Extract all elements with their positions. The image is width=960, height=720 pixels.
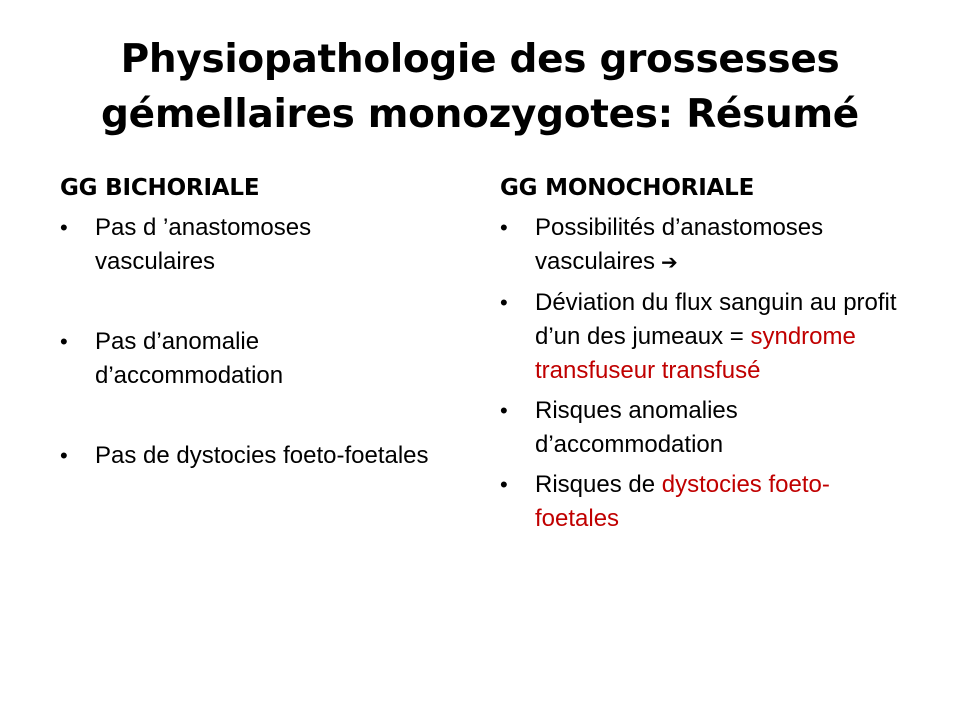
right-arrow-icon: ➔ [661,252,678,274]
right-column [500,171,910,536]
left-bullet-list [60,211,430,473]
bullet-icon: • [60,215,68,240]
right-column-header: GG MONOCHORIALE [500,175,755,201]
slide-title [60,32,900,142]
list-item [500,286,910,388]
bullet-icon: • [500,215,508,240]
list-item-text: Pas d’anomalie d’accommodation [95,328,284,389]
list-item [60,325,430,393]
list-item-text: Pas d ’anastomoses vasculaires [95,214,312,275]
list-item-text: Risques anomalies d’accommodation [535,397,738,458]
highlighted-text: dystocies foeto-foetales [535,471,830,532]
bullet-icon: • [500,472,508,497]
list-item-text: Pas de dystocies foeto-foetales [95,442,429,469]
bullet-icon: • [60,443,68,468]
bullet-icon: • [500,398,508,423]
right-bullet-list [500,211,910,536]
left-column-header: GG BICHORIALE [60,175,260,201]
list-item-text: Risques de [535,471,662,498]
list-item [60,211,430,279]
left-column [60,171,430,519]
list-item [500,468,910,536]
list-item-text: Déviation du flux sanguin au profit d’un des jumeaux = [535,289,897,350]
list-item [60,439,430,473]
list-item [500,394,910,462]
list-item-text: Possibilités d’anastomoses vasculaires [535,214,824,275]
title-line-2: gémellaires monozygotes: Résumé [101,92,859,137]
title-line-1: Physiopathologie des grossesses [120,37,840,82]
bullet-icon: • [60,329,68,354]
list-item [500,211,910,280]
bullet-icon: • [500,290,508,315]
highlighted-text: syndrome transfuseur transfusé [535,323,856,384]
